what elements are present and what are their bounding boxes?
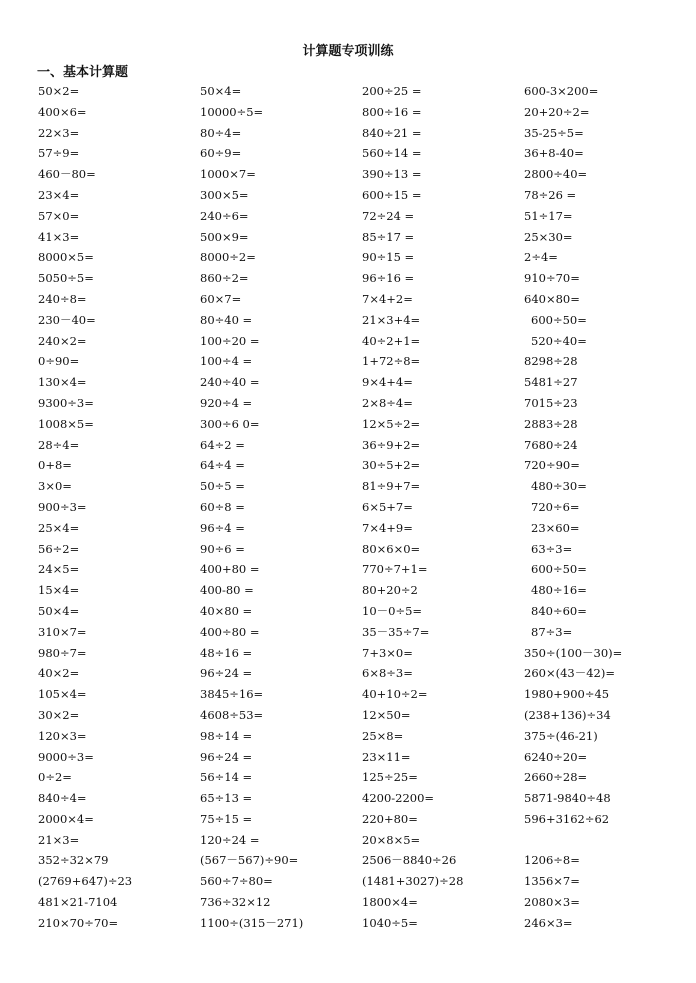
problem-cell: 6240÷20= — [524, 749, 588, 764]
problem-cell: 7015÷23 — [524, 395, 578, 410]
problem-cell: 105×4= — [38, 687, 87, 702]
problem-cell: 1040÷5= — [362, 915, 418, 930]
problem-cell: 2660÷28= — [524, 770, 588, 785]
problem-cell: 980÷7= — [38, 645, 87, 660]
problem-cell: (2769+647)÷23 — [38, 874, 133, 889]
problem-cell: 230－40= — [38, 312, 96, 327]
problem-cell: 240÷40 = — [200, 375, 260, 390]
problem-cell: 375÷(46-21) — [524, 728, 598, 743]
problem-cell: 15×4= — [38, 583, 80, 598]
problem-cell: 120×3= — [38, 728, 87, 743]
problem-cell: 910÷70= — [524, 271, 580, 286]
problem-cell: 600÷50= — [531, 312, 587, 327]
problem-cell: 78÷26 = — [524, 187, 577, 202]
problem-cell: 40+10÷2= — [362, 687, 428, 702]
problem-cell: 50×4= — [38, 603, 80, 618]
problem-cell: 596+3162÷62 — [524, 811, 610, 826]
problem-cell: 240÷8= — [38, 291, 87, 306]
problem-cell: 30÷5+2= — [362, 458, 421, 473]
problem-cell: 5050÷5= — [38, 271, 94, 286]
problem-cell: 5871-9840÷48 — [524, 791, 611, 806]
problem-cell: 80+20÷2 — [362, 583, 418, 598]
problem-cell: (1481+3027)÷28 — [362, 874, 464, 889]
problem-cell: 60÷9= — [200, 146, 242, 161]
problem-cell: 840÷4= — [38, 791, 87, 806]
problem-cell: 96÷4 = — [200, 520, 245, 535]
problem-cell: 9×4+4= — [362, 375, 413, 390]
problem-cell: 25×4= — [38, 520, 80, 535]
problem-cell: 480÷16= — [531, 583, 587, 598]
problem-cell: 24×5= — [38, 562, 80, 577]
problem-cell: 57×0= — [38, 208, 80, 223]
problem-cell: 48÷16 = — [200, 645, 253, 660]
problem-cell: 460－80= — [38, 167, 96, 182]
problem-cell: 80÷4= — [200, 125, 242, 140]
problem-cell: 400×6= — [38, 104, 87, 119]
problem-cell: 10000÷5= — [200, 104, 264, 119]
problem-cell: 50×4= — [200, 84, 242, 98]
problem-cell: 35-25÷5= — [524, 125, 584, 140]
problem-cell: 1800×4= — [362, 895, 418, 910]
problem-cell: 7×4+2= — [362, 291, 413, 306]
problem-cell: 1+72÷8= — [362, 354, 421, 369]
problem-cell: 840÷21 = — [362, 125, 422, 140]
problem-cell: 12×50= — [362, 707, 411, 722]
page-title: 计算题专项训练 — [302, 44, 394, 59]
problem-cell: 40×80 = — [200, 603, 253, 618]
problem-cell: 28÷4= — [38, 437, 80, 452]
problem-cell: 1008×5= — [38, 416, 94, 431]
problem-cell: 36÷9+2= — [362, 437, 421, 452]
problem-cell: 481×21-7104 — [38, 895, 118, 910]
problem-cell — [524, 830, 688, 851]
problem-cell: 210×70÷70= — [38, 915, 119, 930]
problem-cell: (567－567)÷90= — [200, 853, 299, 868]
problem-cell: 4200-2200= — [362, 791, 435, 806]
problem-cell: 2000×4= — [38, 811, 94, 826]
problem-cell: 12×5÷2= — [362, 416, 421, 431]
problem-cell: 770÷7+1= — [362, 562, 428, 577]
problem-cell: 260×(43－42)= — [524, 666, 615, 681]
problem-cell: 20×8×5= — [362, 832, 421, 847]
problem-cell: 1100÷(315－271) — [200, 915, 304, 930]
problem-cell: 350÷(100－30)= — [524, 645, 623, 660]
problem-cell: 25×30= — [524, 229, 573, 244]
problem-cell: 96÷24 = — [200, 666, 253, 681]
section-heading: 一、基本计算题 — [37, 65, 129, 80]
problem-cell: 22×3= — [38, 125, 80, 140]
problem-cell: 50×2= — [38, 84, 80, 98]
problem-cell: 21×3= — [38, 832, 80, 847]
problem-cell: 87÷3= — [531, 624, 573, 639]
problem-cell: 100÷4 = — [200, 354, 253, 369]
problem-cell: 800÷16 = — [362, 104, 422, 119]
problem-cell: 60÷8 = — [200, 499, 245, 514]
problem-cell: 560÷14 = — [362, 146, 422, 161]
problem-cell: 240÷6= — [200, 208, 249, 223]
problem-cell: 352÷32×79 — [38, 853, 109, 868]
problem-cell: 900÷3= — [38, 499, 87, 514]
problem-cell: 8000÷2= — [200, 250, 256, 265]
problem-cell: 90÷6 = — [200, 541, 245, 556]
problem-cell: 64÷2 = — [200, 437, 245, 452]
problem-cell: 2883÷28 — [524, 416, 578, 431]
problem-cell: 30×2= — [38, 707, 80, 722]
problem-cell: 35－35÷7= — [362, 624, 430, 639]
problem-cell: 300×5= — [200, 187, 249, 202]
problem-cell: 240×2= — [38, 333, 87, 348]
problem-cell: (238+136)÷34 — [524, 707, 611, 722]
problem-cell: 920÷4 = — [200, 395, 253, 410]
problem-cell: 0÷90= — [38, 354, 80, 369]
problem-cell: 310×7= — [38, 624, 87, 639]
problem-cell: 1980+900÷45 — [524, 687, 610, 702]
problem-cell: 63÷3= — [531, 541, 573, 556]
problem-cell: 90÷15 = — [362, 250, 415, 265]
problem-grid — [38, 81, 688, 934]
problem-cell: 23×60= — [531, 520, 580, 535]
problem-cell: 600÷50= — [531, 562, 587, 577]
problem-cell: 3×0= — [38, 479, 72, 494]
problem-cell: 9300÷3= — [38, 395, 94, 410]
problem-cell: 40÷2+1= — [362, 333, 421, 348]
problem-cell: 1000×7= — [200, 167, 256, 182]
problem-cell: 300÷6 0= — [200, 416, 260, 431]
problem-cell: 57÷9= — [38, 146, 80, 161]
problem-cell: 64÷4 = — [200, 458, 245, 473]
problem-cell: 2×8÷4= — [362, 395, 413, 410]
problem-cell: 2080×3= — [524, 895, 580, 910]
problem-cell: 96÷24 = — [200, 749, 253, 764]
problem-cell: 60×7= — [200, 291, 242, 306]
problem-cell: 600÷15 = — [362, 187, 422, 202]
problem-cell: 560÷7÷80= — [200, 874, 273, 889]
problem-cell: 120÷24 = — [200, 832, 260, 847]
problem-cell: 85÷17 = — [362, 229, 415, 244]
problem-cell: 840÷60= — [531, 603, 587, 618]
problem-cell: 125÷25= — [362, 770, 418, 785]
problem-cell: 480÷30= — [531, 479, 587, 494]
problem-cell: 100÷20 = — [200, 333, 260, 348]
problem-cell: 23×4= — [38, 187, 80, 202]
problem-cell: 9000÷3= — [38, 749, 94, 764]
problem-cell: 0+8= — [38, 458, 72, 473]
problem-cell: 72÷24 = — [362, 208, 415, 223]
problem-cell: 5481÷27 — [524, 375, 578, 390]
problem-cell: 80×6×0= — [362, 541, 421, 556]
problem-cell: 81÷9+7= — [362, 479, 421, 494]
problem-cell: 65÷13 = — [200, 791, 253, 806]
problem-cell: 56÷14 = — [200, 770, 253, 785]
problem-cell: 1206÷8= — [524, 853, 580, 868]
problem-cell: 41×3= — [38, 229, 80, 244]
problem-cell: 520÷40= — [531, 333, 587, 348]
problem-cell: 600-3×200= — [524, 84, 599, 98]
problem-cell: 400+80 = — [200, 562, 260, 577]
problem-cell: 98÷14 = — [200, 728, 253, 743]
problem-cell: 56÷2= — [38, 541, 80, 556]
problem-cell: 51÷17= — [524, 208, 573, 223]
problem-cell: 2800÷40= — [524, 167, 588, 182]
problem-cell: 7680÷24 — [524, 437, 578, 452]
problem-cell: 40×2= — [38, 666, 80, 681]
problem-cell: 246×3= — [524, 915, 573, 930]
problem-cell: 200÷25 = — [362, 84, 422, 98]
problem-cell: 23×11= — [362, 749, 411, 764]
problem-cell: 130×4= — [38, 375, 87, 390]
problem-cell: 2506－8840÷26 — [362, 853, 457, 868]
problem-cell: 1356×7= — [524, 874, 580, 889]
problem-cell: 860÷2= — [200, 271, 249, 286]
problem-cell: 8298÷28 — [524, 354, 578, 369]
problem-cell: 4608÷53= — [200, 707, 264, 722]
problem-cell: 80÷40 = — [200, 312, 253, 327]
problem-cell: 7×4+9= — [362, 520, 413, 535]
problem-cell: 10－0÷5= — [362, 603, 423, 618]
problem-cell: 400÷80 = — [200, 624, 260, 639]
problem-cell: 7+3×0= — [362, 645, 413, 660]
problem-cell: 640×80= — [524, 291, 580, 306]
problem-cell: 8000×5= — [38, 250, 94, 265]
problem-cell: 400-80 = — [200, 583, 254, 598]
problem-cell: 2÷4= — [524, 250, 558, 265]
problem-cell: 96÷16 = — [362, 271, 415, 286]
problem-cell: 36+8-40= — [524, 146, 584, 161]
problem-cell: 220+80= — [362, 811, 418, 826]
problem-cell: 21×3+4= — [362, 312, 421, 327]
problem-cell: 720÷90= — [524, 458, 580, 473]
problem-cell: 50÷5 = — [200, 479, 245, 494]
problem-cell: 6×5+7= — [362, 499, 413, 514]
problem-cell: 0÷2= — [38, 770, 72, 785]
problem-cell: 390÷13 = — [362, 167, 422, 182]
problem-cell: 6×8÷3= — [362, 666, 413, 681]
problem-cell: 500×9= — [200, 229, 249, 244]
problem-cell: 75÷15 = — [200, 811, 253, 826]
problem-cell: 25×8= — [362, 728, 404, 743]
problem-cell: 3845÷16= — [200, 687, 264, 702]
problem-cell: 20+20÷2= — [524, 104, 590, 119]
problem-cell: 736÷32×12 — [200, 895, 271, 910]
problem-cell: 720÷6= — [531, 499, 580, 514]
